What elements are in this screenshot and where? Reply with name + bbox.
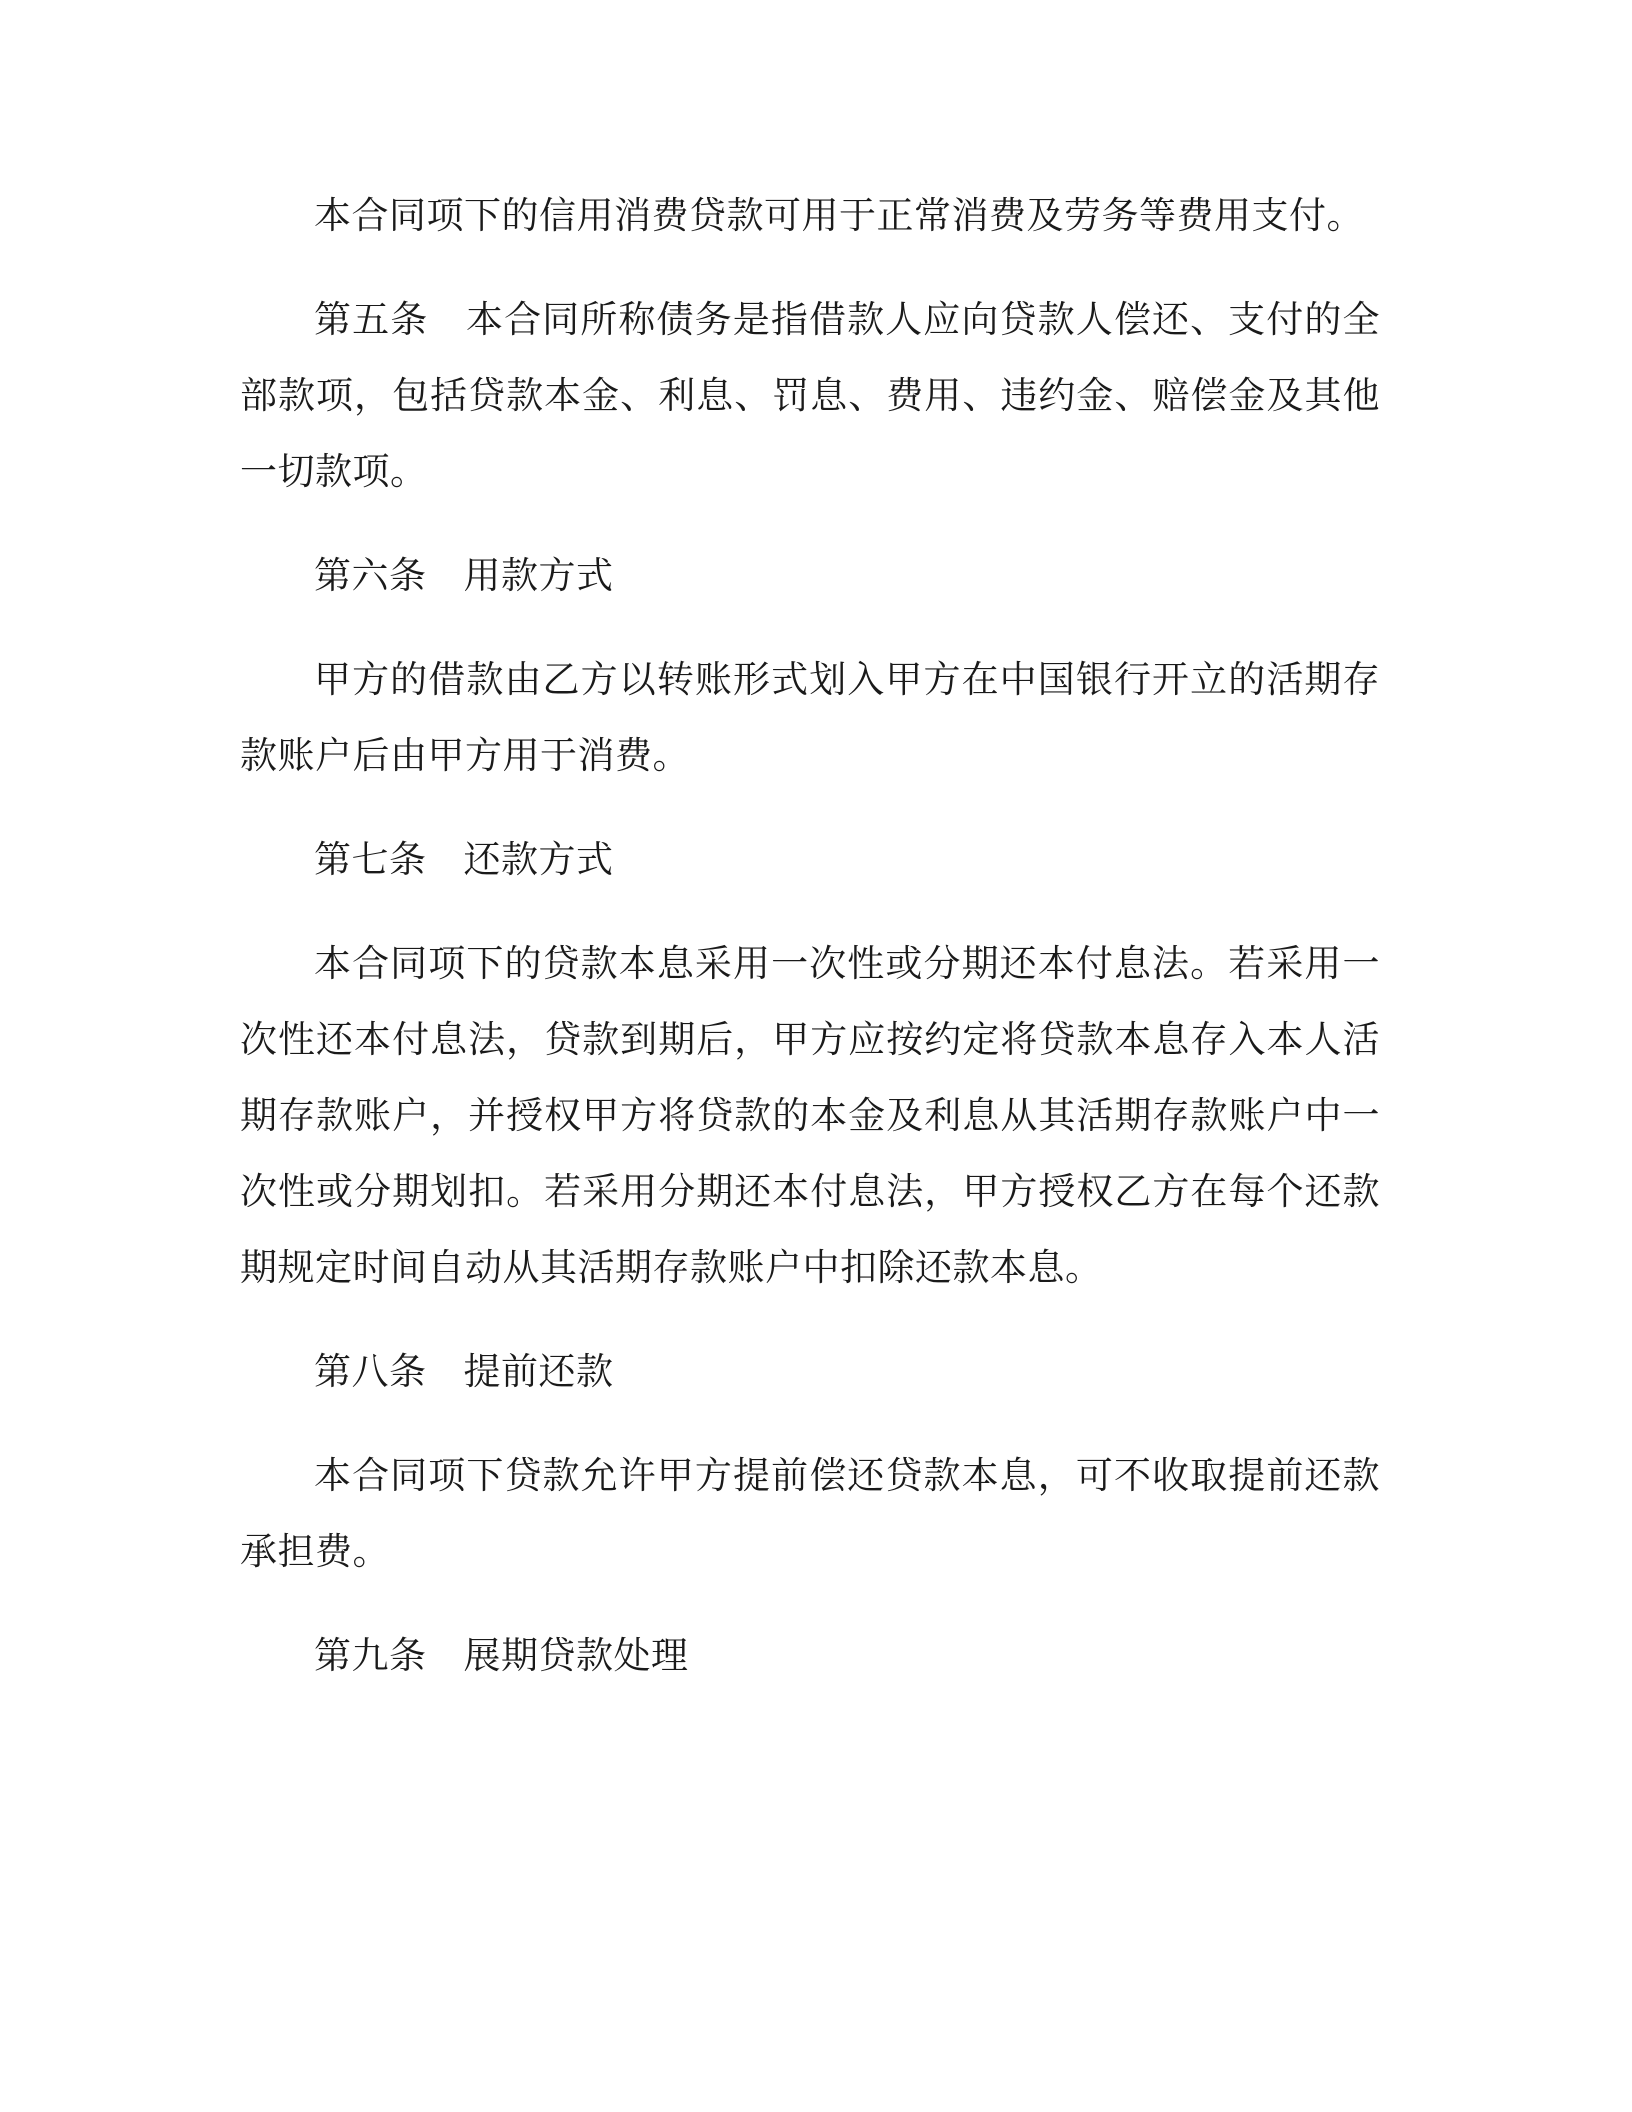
paragraph-text: 本合同项下的信用消费贷款可用于正常消费及劳务等费用支付。 <box>314 194 1364 237</box>
article-label: 第八条 <box>314 1350 427 1393</box>
paragraph-usage-method <box>240 642 1380 794</box>
article-label: 第七条 <box>314 838 427 881</box>
article-title: 还款方式 <box>463 838 614 881</box>
article-7-heading <box>240 822 1380 898</box>
article-title: 展期贷款处理 <box>463 1634 689 1677</box>
paragraph-repayment-method <box>240 926 1380 1306</box>
article-9-heading <box>240 1618 1380 1694</box>
paragraph-text: 本合同项下贷款允许甲方提前偿还贷款本息，可不收取提前还款承担费。 <box>240 1454 1380 1573</box>
article-text: 本合同所称债务是指借款人应向贷款人偿还、支付的全部款项，包括贷款本金、利息、罚息、费用、违约金、赔偿金及其他一切款项。 <box>240 298 1381 493</box>
paragraph-loan-usage <box>240 178 1380 254</box>
paragraph-prepayment <box>240 1438 1380 1590</box>
paragraph-text: 甲方的借款由乙方以转账形式划入甲方在中国银行开立的活期存款账户后由甲方用于消费。 <box>240 658 1380 777</box>
contract-body <box>240 178 1380 1722</box>
article-6-heading <box>240 538 1380 614</box>
article-title: 用款方式 <box>463 554 614 597</box>
paragraph-text: 本合同项下的贷款本息采用一次性或分期还本付息法。若采用一次性还本付息法，贷款到期后，甲方应按约定将贷款本息存入本人活期存款账户，并授权甲方将贷款的本金及利息从其活期存款账户中一次性或分期划扣。若采用分期还本付息法，甲方授权乙方在每个还款期规定时间自动从其活期存款账户中扣除还款本息。 <box>240 942 1380 1289</box>
article-5 <box>240 282 1380 510</box>
article-8-heading <box>240 1334 1380 1410</box>
article-label: 第五条 <box>314 298 429 341</box>
article-label: 第九条 <box>314 1634 427 1677</box>
article-title: 提前还款 <box>463 1350 614 1393</box>
article-label: 第六条 <box>314 554 427 597</box>
